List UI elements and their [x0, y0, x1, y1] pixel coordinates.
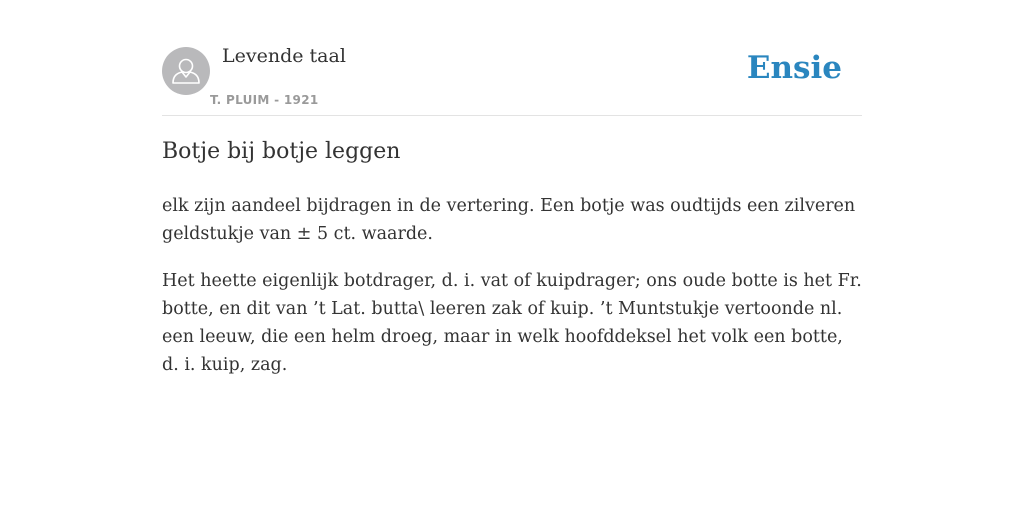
entry-paragraph-1: elk zijn aandeel bijdragen in de vertering. Een botje was oudtijds een zilveren geldstukje van ± 5 ct. waarde. [162, 196, 856, 244]
entry-body [162, 192, 862, 398]
entry-paragraph-2: Het heette eigenlijk botdrager, d. i. vat of kuipdrager; ons oude botte is het Fr. botte, en dit van ’t Lat. butta\ leeren zak of kuip. ’t Muntstukje vertoonde nl. een leeuw, die een helm droeg, maar in welk hoofddeksel het volk een botte, d. i. kuip, zag. [162, 271, 862, 375]
brand-logo[interactable]: Ensie [746, 50, 842, 86]
avatar[interactable] [162, 47, 210, 95]
entry-title: Botje bij botje leggen [162, 139, 401, 164]
user-placeholder-icon [162, 47, 210, 95]
entry-header [162, 0, 862, 116]
author-year: T. PLUIM - 1921 [210, 93, 319, 107]
source-name[interactable]: Levende taal [222, 45, 346, 67]
